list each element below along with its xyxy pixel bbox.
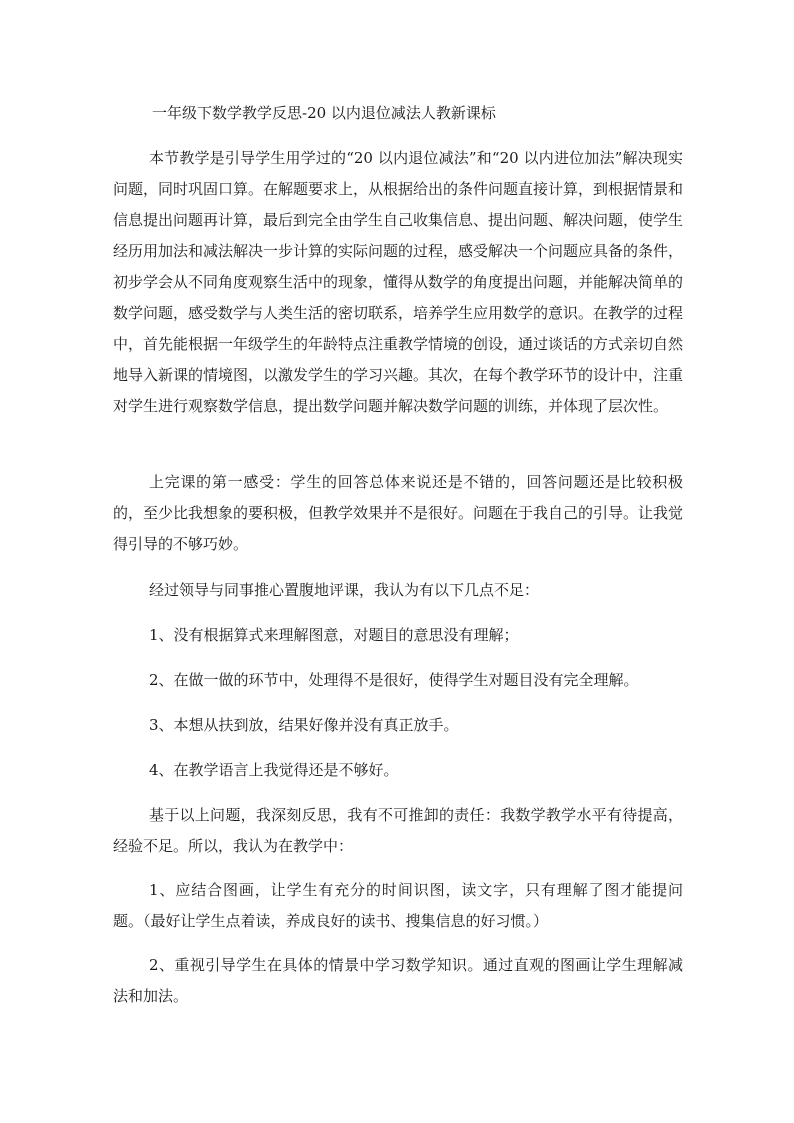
document-title: 一年级下数学教学反思-20 以内退位减法人教新课标 xyxy=(152,104,496,122)
shortcoming-item-2: 2、在做一做的环节中，处理得不是很好，使得学生对题目没有完全理解。 xyxy=(149,671,639,689)
paragraph-intro: 本节教学是引导学生用学过的“20 以内退位减法”和“20 以内进位加法”解决现实问题，同时巩固口算。在解题要求上，从根据给出的条件问题直接计算，到根据情景和信息提出问题再计算，最后到完全由学生自己收集信息、提出问题、解决问题，使学生经历用加法和减法解决一步计算的实际问题的过程，感受解决一个问题应具备的条件，初步学会从不同角度观察生活中的现象，懂得从数学的角度提出问题，并能解决简单的数学问题，感受数学与人类生活的密切联系，培养学生应用数学的意识。在教学的过程中，首先能根据一年级学生的年龄特点注重教学情境的创设，通过谈话的方式亲切自然地导入新课的情境图，以激发学生的学习兴趣。其次，在每个教学环节的设计中，注重对学生进行观察数学信息，提出数学问题并解决数学问题的训练，并体现了层次性。 xyxy=(113,149,684,415)
action-item-1: 1、应结合图画，让学生有充分的时间识图，读文字，只有理解了图才能提问题。（最好让学生点着读，养成良好的读书、搜集信息的好习惯。） xyxy=(113,881,683,930)
paragraph-first-feeling: 上完课的第一感受：学生的回答总体来说还是不错的，回答问题还是比较积极的，至少比我想象的要积极，但教学效果并不是很好。问题在于我自己的引导。让我觉得引导的不够巧妙。 xyxy=(113,473,684,553)
action-item-2: 2、重视引导学生在具体的情景中学习数学知识。通过直观的图画让学生理解减法和加法。 xyxy=(113,956,683,1005)
shortcoming-item-1: 1、没有根据算式来理解图意，对题目的意思没有理解； xyxy=(149,626,519,644)
shortcoming-item-3: 3、本想从扶到放，结果好像并没有真正放手。 xyxy=(149,716,459,734)
paragraph-reflection: 基于以上问题，我深刻反思，我有不可推卸的责任：我数学教学水平有待提高，经验不足。所以，我认为在教学中： xyxy=(113,806,683,855)
paragraph-review-intro: 经过领导与同事推心置腹地评课，我认为有以下几点不足： xyxy=(149,581,540,599)
shortcoming-item-4: 4、在教学语言上我觉得还是不够好。 xyxy=(149,761,399,779)
